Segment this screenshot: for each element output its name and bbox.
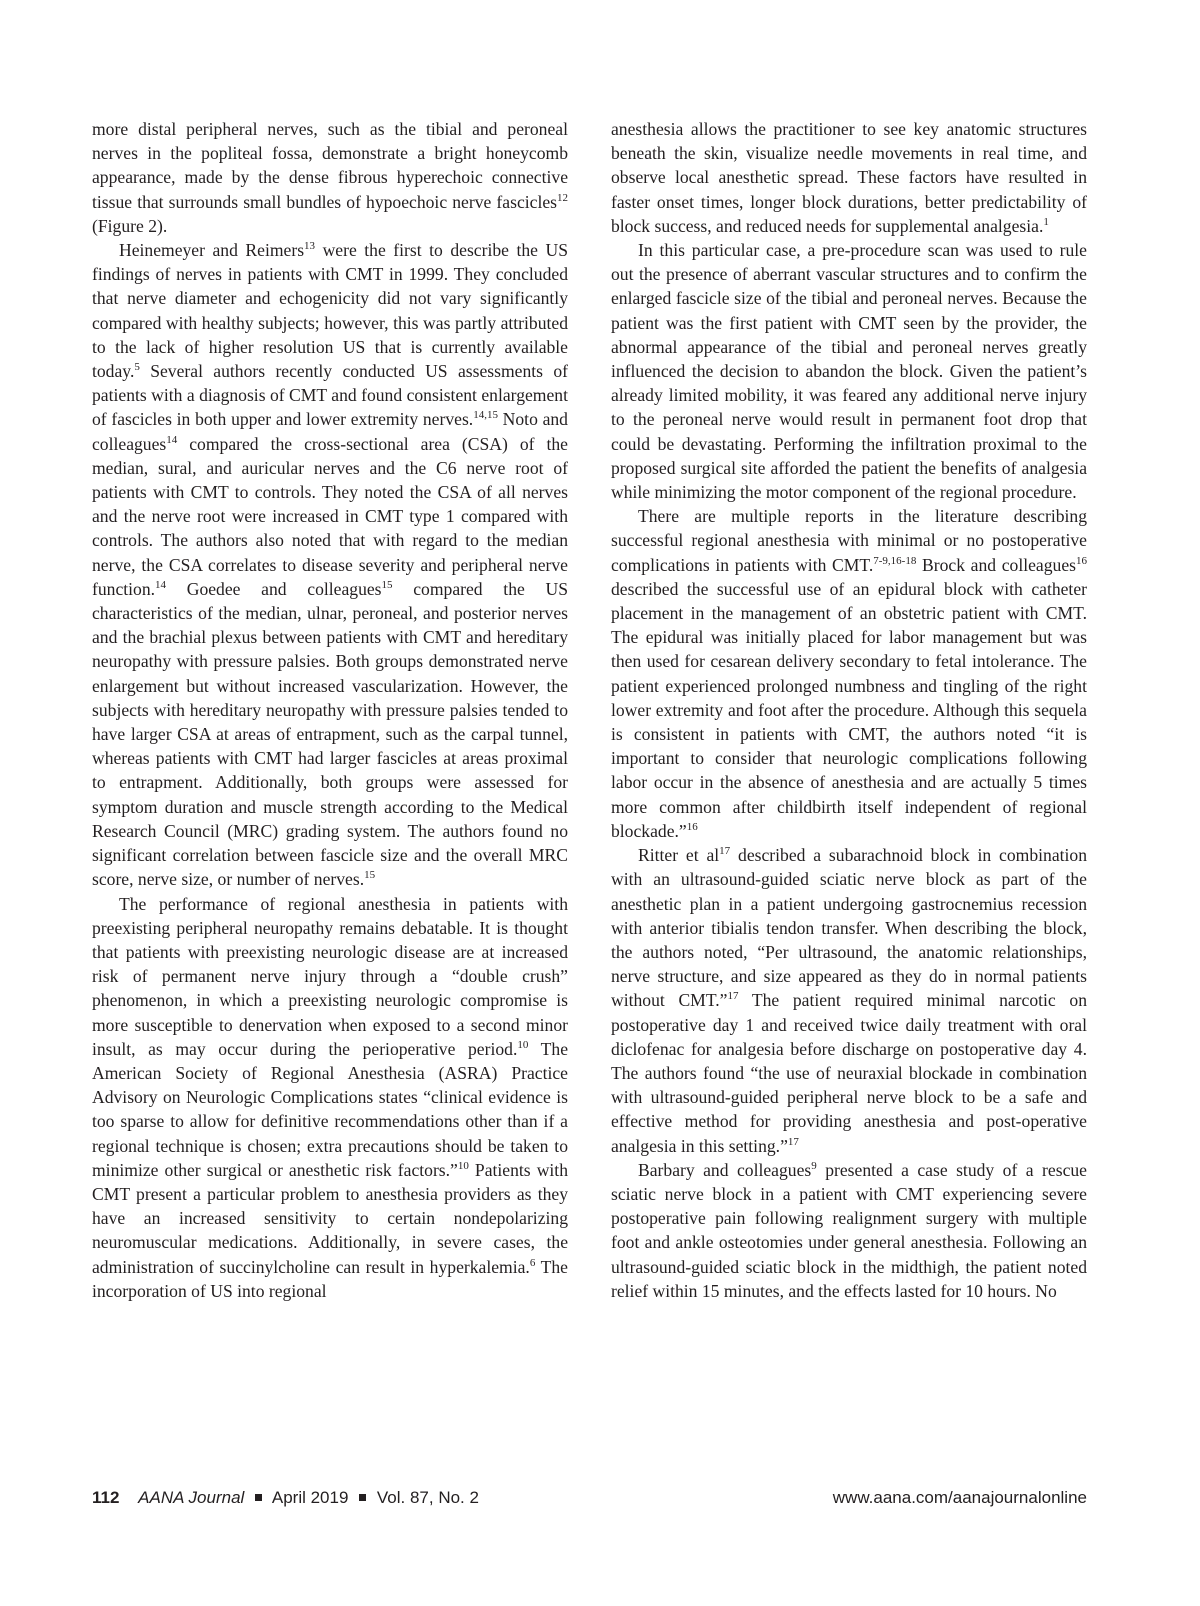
body-paragraph <box>611 843 1087 1158</box>
text-run: The performance of regional anesthesia in patients with preexisting peripheral neuropathy remains debatable. It is thought that patients with preexisting neurologic disease are at increased risk of permanent nerve injury through a “double crush” phenomenon, in which a preexisting neurologic compromise is more susceptible to denervation when exposed to a second minor insult, as may occur during the perioperative period. <box>92 893 568 1059</box>
text-column-left <box>92 117 568 1303</box>
separator-square-icon <box>255 1494 262 1501</box>
text-run: Brock and colleagues <box>916 554 1076 575</box>
reference-superscript: 14 <box>155 579 167 591</box>
text-run: compared the US characteristics of the median, ulnar, peroneal, and posterior nerves and the brachial plexus between patients with CMT and hereditary neuropathy with pressure palsies. Both groups demonstrated nerve enlargement but without increased vascularization. However, the subjects with hereditary neuropathy with pressure palsies tended to have larger CSA at areas of entrapment, such as the carpal tunnel, whereas patients with CMT had larger fascicles at areas proximal to entrapment. Additionally, both groups were assessed for symptom duration and muscle strength according to the Medical Research Council (MRC) grading system. The authors found no significant correlation between fascicle size and the overall MRC score, nerve size, or number of nerves. <box>92 578 568 890</box>
text-run: Several authors recently conducted US assessments of patients with a diagnosis of CMT and found consistent enlargement of fascicles in both upper and lower extremity nerves. <box>92 361 568 430</box>
text-run: anesthesia allows the practitioner to see key anatomic structures beneath the skin, visualize needle movements in real time, and observe local anesthetic spread. These factors have resulted in faster onset times, longer block durations, better predictability of block success, and reduced needs for supplemental analgesia. <box>611 119 1087 236</box>
issue-volume: Vol. 87, No. 2 <box>376 1488 479 1507</box>
text-run: were the first to describe the US findings of nerves in patients with CMT in 1999. They concluded that nerve diameter and echogenicity did not vary significantly compared with healthy subjects; however, this was partly attributed to the lack of higher resolution US that is currently available today. <box>92 240 568 382</box>
journal-url: www.aana.com/aanajournalonline <box>832 1488 1087 1507</box>
body-paragraph <box>611 1158 1087 1303</box>
separator-square-icon <box>359 1494 366 1501</box>
reference-superscript: 5 <box>134 361 140 374</box>
text-run: Noto and colleagues <box>92 409 568 454</box>
reference-superscript: 16 <box>686 821 698 834</box>
reference-superscript: 9 <box>811 1159 817 1172</box>
reference-superscript: 14,15 <box>473 409 498 422</box>
text-run: presented a case study of a rescue sciatic nerve block in a patient with CMT experiencing severe postoperative pain following realignment surgery with multiple foot and ankle osteotomies under general anesthesia. Following an ultrasound-guided sciatic block in the midthigh, the patient noted relief within 15 minutes, and the effects lasted for 10 hours. No <box>611 1159 1087 1301</box>
text-run: described a subarachnoid block in combination with an ultrasound-guided sciatic nerve block as part of the anesthetic plan in a patient undergoing gastrocnemius recession with anterior tibialis tendon transfer. When describing the block, the authors noted, “Per ultrasound, the anatomic relationships, nerve structure, and size appeared as they do in normal patients without CMT.” <box>611 845 1088 1011</box>
reference-superscript: 10 <box>517 1038 529 1051</box>
reference-superscript: 16 <box>1076 554 1087 567</box>
text-run: Barbary and colleagues <box>638 1159 812 1180</box>
reference-superscript: 15 <box>381 579 393 591</box>
body-paragraph <box>611 117 1087 238</box>
reference-superscript: 14 <box>166 433 178 446</box>
body-paragraph <box>611 238 1087 504</box>
reference-superscript: 7-9,16-18 <box>873 554 917 567</box>
body-paragraph <box>611 504 1087 843</box>
text-run: The American Society of Regional Anesthesia (ASRA) Practice Advisory on Neurologic Complications states “clinical evidence is too sparse to allow for definitive recommendations other than if a regional technique is chosen; extra precautions should be taken to minimize other surgical or anesthetic risk factors.” <box>92 1038 569 1180</box>
body-paragraph <box>92 117 568 238</box>
text-run: compared the cross-sectional area (CSA) of the median, sural, and auricular nerves and the C6 nerve root of patients with CMT to controls. They noted the CSA of all nerves and the nerve root were increased in CMT type 1 compared with controls. The authors also noted that with regard to the median nerve, the CSA correlates to disease severity and peripheral nerve function. <box>92 433 568 599</box>
text-run: The patient required minimal narcotic on postoperative day 1 and received twice daily treatment with oral diclofenac for analgesia before discharge on postoperative day 4. The authors found “the use of neuraxial blockade in combination with ultrasound-guided peripheral nerve block to be a safe and effective method for providing anesthesia and post-operative analgesia in this setting.” <box>611 990 1088 1156</box>
reference-superscript: 13 <box>304 240 316 253</box>
text-run: Ritter et al <box>638 845 720 866</box>
reference-superscript: 1 <box>1043 215 1049 228</box>
text-column-right <box>611 117 1087 1303</box>
text-run: The incorporation of US into regional <box>92 1256 568 1301</box>
body-paragraph <box>92 238 568 891</box>
text-run: (Figure 2). <box>92 215 168 236</box>
journal-name: AANA Journal <box>138 1488 245 1507</box>
text-run: In this particular case, a pre-procedure scan was used to rule out the presence of aberrant vascular structures and to confirm the enlarged fascicle size of the tibial and peroneal nerves. Because the patient was the first patient with CMT seen by the provider, the abnormal appearance of the tibial and peroneal nerves greatly influenced the decision to abandon the block. Given the patient’s already limited mobility, it was feared any additional nerve injury to the peroneal nerve would result in permanent foot drop that could be devastating. Performing the infiltration proximal to the proposed surgical site afforded the patient the benefits of analgesia while minimizing the motor component of the regional procedure. <box>611 240 1087 503</box>
reference-superscript: 12 <box>557 191 568 204</box>
reference-superscript: 17 <box>727 990 739 1003</box>
text-run: Patients with CMT present a particular problem to anesthesia providers as they have an increased sensitivity to certain nondepolarizing neuromuscular medications. Additionally, in severe cases, the administration of succinylcholine can result in hyperkalemia. <box>92 1159 568 1277</box>
text-run: more distal peripheral nerves, such as the tibial and peroneal nerves in the popliteal fossa, demonstrate a bright honeycomb appearance, made by the dense fibrous hyperechoic connective tissue that surrounds small bundles of hypoechoic nerve fascicles <box>92 119 568 212</box>
page-footer <box>92 1488 1087 1514</box>
reference-superscript: 15 <box>364 869 376 882</box>
reference-superscript: 10 <box>457 1159 469 1172</box>
reference-superscript: 17 <box>787 1135 799 1148</box>
reference-superscript: 17 <box>719 845 731 858</box>
issue-date: April 2019 <box>271 1488 349 1507</box>
reference-superscript: 6 <box>529 1256 536 1269</box>
text-run: described the successful use of an epidural block with catheter placement in the management of an obstetric patient with CMT. The epidural was initially placed for labor management but was then used for cesarean delivery secondary to fetal intolerance. The patient experienced prolonged numbness and tingling of the right lower extremity and foot after the procedure. Although this sequela is consistent in patients with CMT, the authors noted “it is important to consider that neurologic complications following labor occur in the absence of anesthesia and are actually 5 times more common after childbirth itself independent of regional blockade.” <box>611 578 1087 841</box>
body-paragraph <box>92 892 568 1303</box>
text-run: Goedee and colleagues <box>166 578 382 599</box>
text-run: There are multiple reports in the literature describing successful regional anesthesia with minimal or no postoperative complications in patients with CMT. <box>611 506 1087 575</box>
text-run: Heinemeyer and Reimers <box>119 240 305 261</box>
page-number: 112 <box>92 1488 120 1507</box>
